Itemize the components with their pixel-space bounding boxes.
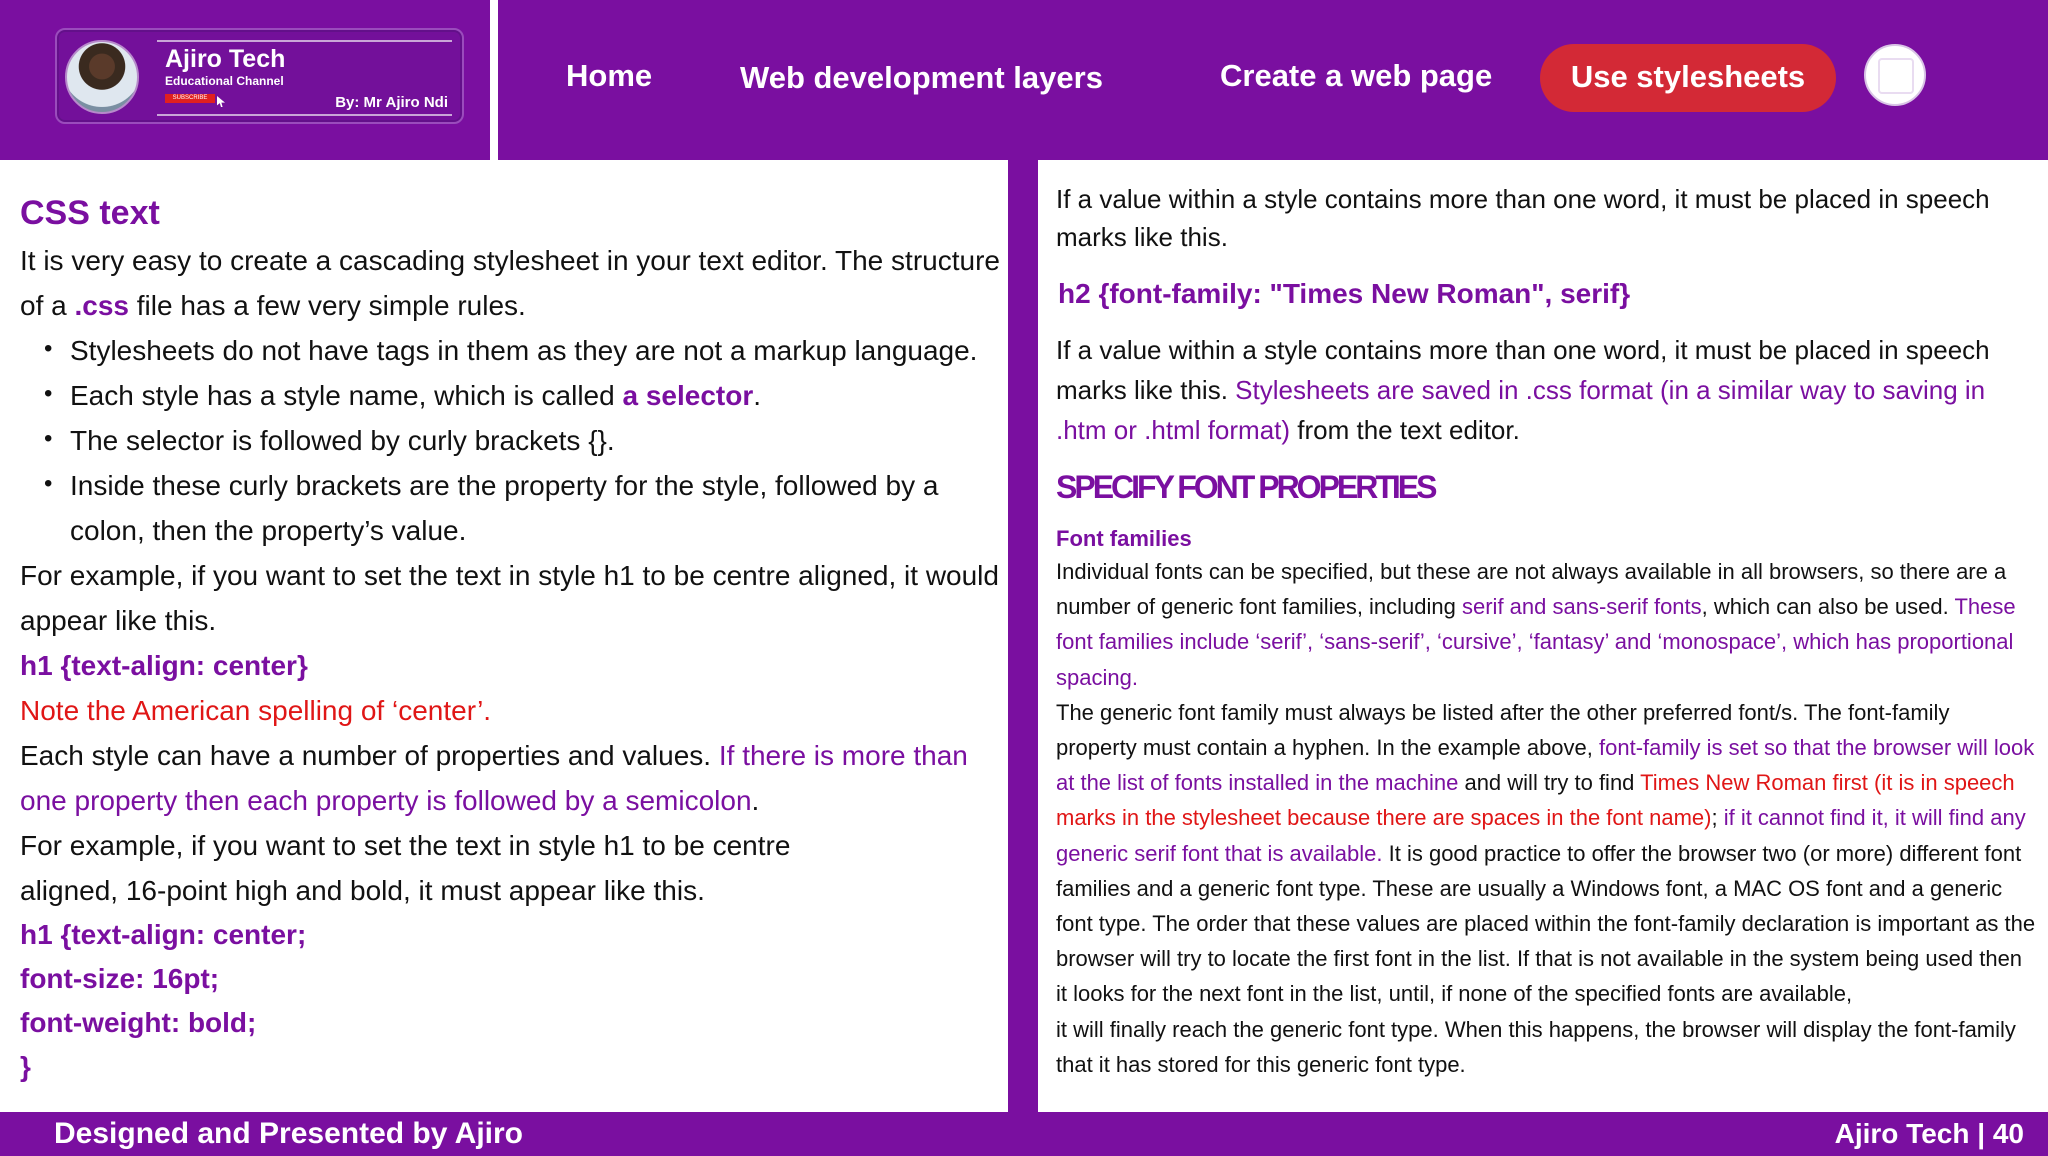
example-paragraph-2a: For example, if you want to set the text in style h1 to be centre xyxy=(20,830,791,861)
times-new-roman-note: Times New Roman first (it is in speech marks in the stylesheet because there are spaces in the font name) xyxy=(1056,770,2015,831)
bullet-text: Stylesheets do not have tags in them as they are not a markup language. xyxy=(70,335,978,366)
serif-fonts-note: serif and sans-serif fonts xyxy=(1462,594,1702,620)
bullet-text: . xyxy=(753,380,762,411)
font-families-paragraph-3: it will finally reach the generic font type. When this happens, the browser will display the font-family that it has stored for this generic font type. xyxy=(1056,1016,2016,1077)
right-body xyxy=(1056,180,2036,1082)
font-families-title: Font families xyxy=(1056,526,1192,551)
paragraph-text: and will try to find xyxy=(1458,770,1641,796)
spelling-note: Note the American spelling of ‘center’. xyxy=(20,695,492,726)
list-item xyxy=(20,328,1000,373)
code-line: font-size: 16pt; xyxy=(20,963,220,994)
menu-circle-button[interactable] xyxy=(1864,44,1926,106)
bullet-text: Each style has a style name, which is called xyxy=(70,380,623,411)
generic-serif-note: if it cannot find it, it will find any generic serif font that is available. xyxy=(1056,805,2026,866)
code-line: h1 {text-align: center; xyxy=(20,919,307,950)
code-example-1: h1 {text-align: center} xyxy=(20,650,308,681)
code-line: font-weight: bold; xyxy=(20,1007,257,1038)
avatar xyxy=(65,40,139,114)
channel-logo-card[interactable] xyxy=(55,28,464,124)
logo-divider-top xyxy=(157,40,452,42)
semicolon-rule: If there is more than one property then each property is followed by a semicolon xyxy=(20,740,968,816)
font-families-paragraph-1 xyxy=(1056,554,2036,695)
left-body xyxy=(20,238,1000,1089)
list-item xyxy=(20,373,1000,418)
font-families-list: These font families include ‘serif’, ‘sans-serif’, ‘cursive’, ‘fantasy’ and ‘monospace’, which has proportional spacing. xyxy=(1056,594,2016,690)
logo-divider-bottom xyxy=(157,114,452,116)
font-families-paragraph-2 xyxy=(1056,695,2036,1012)
rules-list xyxy=(20,328,1000,553)
code-line: } xyxy=(20,1051,31,1082)
properties-text: Each style can have a number of properties and values. xyxy=(20,740,719,771)
css-format-note: Stylesheets are saved in .css format (in a similar way to saving in .htm or .html format) xyxy=(1056,375,1986,445)
css-extension: .css xyxy=(74,290,129,321)
footer-credit: Designed and Presented by Ajiro xyxy=(54,1117,523,1150)
subscribe-button[interactable]: SUBSCRIBE xyxy=(165,94,215,103)
cursor-icon xyxy=(217,96,225,107)
paragraph-text: The generic font family must always be listed after the other preferred font/s. The font-family property must contain a hyphen. In the example above, xyxy=(1056,699,1950,761)
left-content-panel xyxy=(0,160,1008,1112)
header-divider xyxy=(490,0,498,160)
brand-subtitle: Educational Channel xyxy=(165,74,284,88)
nav-home[interactable]: Home xyxy=(566,58,653,93)
speech-marks-paragraph: If a value within a style contains more than one word, it must be placed in speech marks like this. xyxy=(1056,184,1990,252)
browser-lookup-note: font-family is set so that the browser will look at the list of fonts installed in the machine xyxy=(1056,735,2035,796)
intro-text-1: It is very easy to create a cascading stylesheet in your text editor. The structure of a xyxy=(20,245,1000,321)
right-content-panel xyxy=(1038,160,2048,1112)
paragraph-text: Individual fonts can be specified, but these are not always available in all browsers, so there are a number of generic font families, including xyxy=(1056,559,2007,620)
author-credit: By: Mr Ajiro Ndi xyxy=(335,94,448,111)
header-bar xyxy=(0,0,2048,160)
page-title: CSS text xyxy=(20,194,160,232)
paragraph-text: ; xyxy=(1711,805,1724,831)
speech-marks-paragraph-2 xyxy=(1056,330,2036,450)
selector-term: a selector xyxy=(622,380,754,411)
properties-text-end: . xyxy=(751,785,760,816)
example-paragraph-2b: aligned, 16-point high and bold, it must appear like this. xyxy=(20,875,705,906)
paragraph-text-end: from the text editor. xyxy=(1290,415,1520,445)
properties-paragraph xyxy=(20,733,1000,823)
brand-name: Ajiro Tech xyxy=(165,45,286,73)
code-example-font-family: h2 {font-family: "Times New Roman", serif} xyxy=(1058,278,1631,309)
section-heading: SPECIFY FONT PROPERTIES xyxy=(1056,469,1435,505)
nav-create-web-page[interactable]: Create a web page xyxy=(1220,58,1493,93)
intro-text-2: file has a few very simple rules. xyxy=(128,290,526,321)
bullet-text: The selector is followed by curly brackets {}. xyxy=(70,425,615,456)
bullet-text: Inside these curly brackets are the property for the style, followed by a colon, then the property’s value. xyxy=(70,470,939,546)
footer-page-number: Ajiro Tech | 40 xyxy=(1834,1118,2024,1149)
paragraph-text: , which can also be used. xyxy=(1701,594,1955,620)
list-item xyxy=(20,418,1000,463)
list-item xyxy=(20,463,1000,553)
paragraph-text: It is good practice to offer the browser two (or more) different font families and a generic font type. These are usually a Windows font, a MAC OS font and a generic font type. The order that these values are placed within the font-family declaration is important as the browser will try to locate the first font in the list. If that is not available in the system being used then it looks for the next font in the list, until, if none of the specified fonts are available, xyxy=(1056,840,2036,1007)
intro-paragraph xyxy=(20,238,1000,328)
example-paragraph-1: For example, if you want to set the text in style h1 to be centre aligned, it would appear like this. xyxy=(20,560,999,636)
paragraph-text: If a value within a style contains more than one word, it must be placed in speech marks like this. xyxy=(1056,335,1990,405)
nav-web-development-layers[interactable]: Web development layers xyxy=(740,60,1103,95)
nav-use-stylesheets[interactable]: Use stylesheets xyxy=(1540,44,1836,112)
